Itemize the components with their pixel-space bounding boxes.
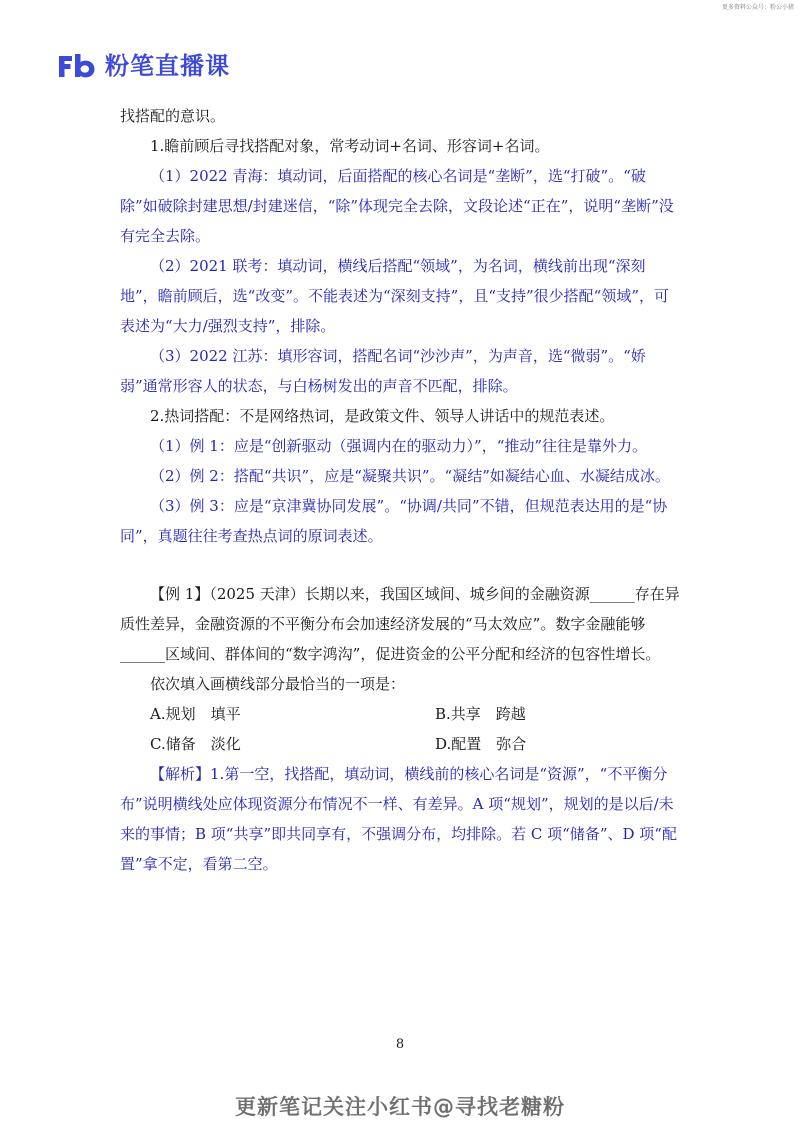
top-source-note: 更多资料公众号：粉公小猪 (721, 4, 794, 11)
option-c: C.储备 淡化 (150, 735, 241, 753)
section-gap (120, 551, 680, 579)
brand-name: 粉笔直播课 (105, 52, 230, 80)
paragraph-case-lianko: （2）2021 联考：填动词，横线后搭配“领域”，为名词，横线前出现“深刻地”，瞻前顾后，选“改变”。不能表述为“深刻支持”，且“支持”很少搭配“领域”，可表述为“大力/强烈支持”，排除。 (120, 257, 670, 335)
option-d: D.配置 弥合 (435, 735, 527, 753)
paragraph-example-3: （3）例 3：应是“京津冀协同发展”。“协调/共同”不错，但规范表达用的是“协同”，真题往往考查热点词的原词表述。 (120, 497, 668, 545)
paragraph-rule-1: 1.瞻前顾后寻找搭配对象，常考动词+名词、形容词+名词。 (150, 137, 550, 155)
analysis-paragraph (120, 759, 680, 879)
paragraph-example-1: （1）例 1：应是“创新驱动（强调内在的驱动力）”，“推动”往往是靠外力。 (150, 437, 648, 455)
question-prompt: 依次填入画横线部分最恰当的一项是： (150, 675, 406, 693)
analysis-label: 【解析】 (150, 765, 211, 783)
question-stem (120, 579, 680, 669)
question-text: （2025 天津）长期以来，我国区域间、城乡间的金融资源______存在异质性差异，金融资源的不平衡分布会加速经济发展的“马太效应”。数字金融能够______区域间、群体间的“数字鸿沟”，促进资金的公平分配和经济的包容性增长。 (120, 585, 680, 663)
option-b: B.共享 跨越 (435, 705, 526, 723)
document-body (120, 101, 680, 879)
page-number: 8 (395, 1037, 405, 1052)
footer-watermark: 更新笔记关注小红书@寻找老糖粉 (235, 1095, 565, 1119)
analysis-text: 1.第一空，找搭配，填动词，横线前的核心名词是“资源”，“不平衡分布”说明横线处应体现资源分布情况不一样、有差异。A 项“规划”，规划的是以后/未来的事情；B 项“共享”即共同享有，不强调分布，均排除。若 C 项“储备”、D 项“配置”拿不定，看第二空。 (120, 765, 677, 873)
paragraph-case-jiangsu: （3）2022 江苏：填形容词，搭配名词“沙沙声”，为声音，选“微弱”。“娇弱”通常形容人的状态，与白杨树发出的声音不匹配，排除。 (120, 347, 646, 395)
fb-logo-icon (57, 52, 97, 80)
answer-options (120, 699, 680, 759)
brand-logo (57, 52, 230, 80)
option-a: A.规划 填平 (150, 705, 241, 723)
paragraph-rule-2: 2.热词搭配：不是网络热词，是政策文件、领导人讲话中的规范表述。 (150, 407, 615, 425)
paragraph-example-2: （2）例 2：搭配“共识”，应是“凝聚共识”。“凝结”如凝结心血、水凝结成冰。 (150, 467, 670, 485)
question-label: 【例 1】 (150, 585, 210, 603)
paragraph-intro-tail: 找搭配的意识。 (120, 107, 226, 125)
paragraph-case-qinghai: （1）2022 青海：填动词，后面搭配的核心名词是“垄断”，选“打破”。“破除”如破除封建思想/封建迷信，“除”体现完全去除，文段论述“正在”，说明“垄断”没有完全去除。 (120, 167, 674, 245)
